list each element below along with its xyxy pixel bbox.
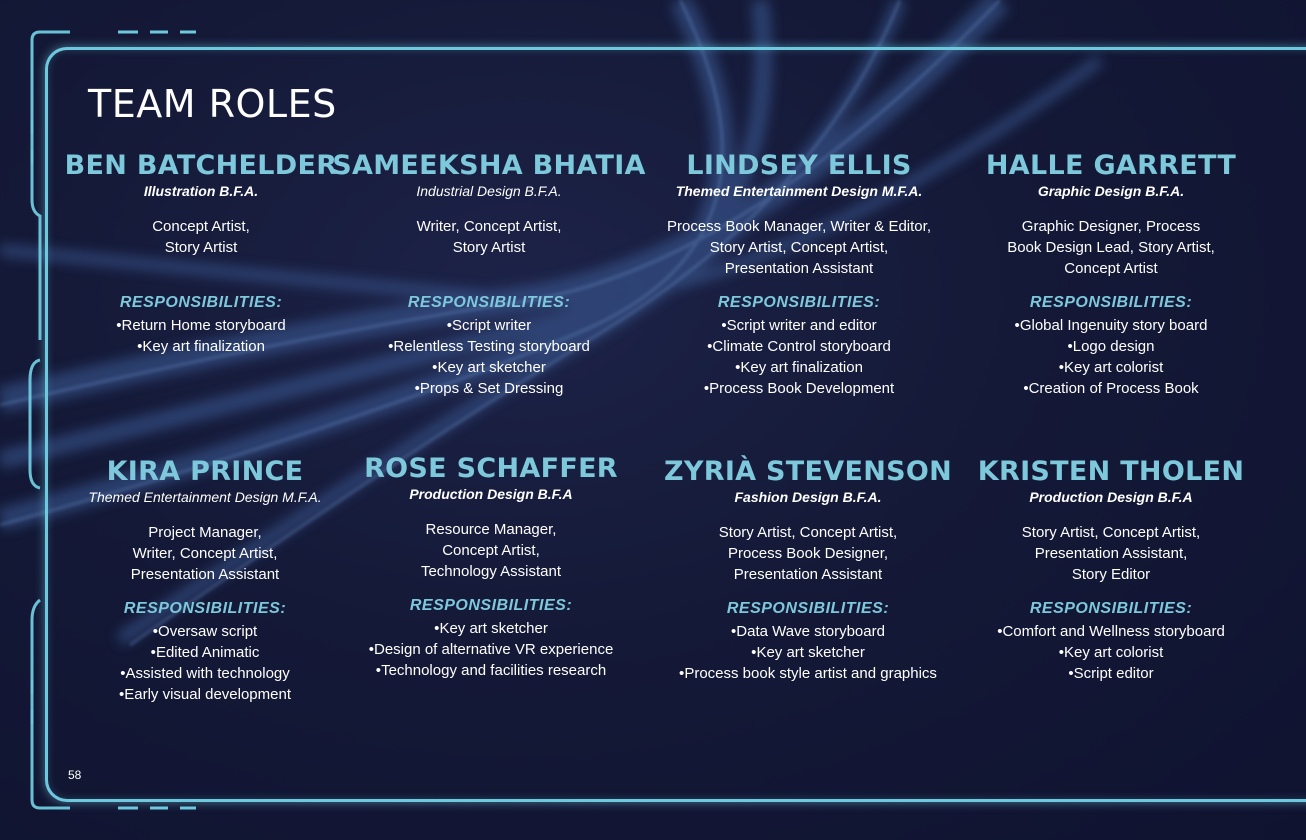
responsibilities-heading: RESPONSIBILITIES: [123, 600, 287, 617]
responsibility-item: • Climate Control storyboard [639, 336, 959, 357]
role-line: Presentation Assistant [733, 566, 883, 583]
responsibility-item: • Relentless Testing storyboard [329, 336, 649, 357]
member-name: LINDSEY ELLIS [686, 150, 912, 181]
responsibilities-heading: RESPONSIBILITIES: [717, 294, 881, 311]
role-line: Story Editor [1071, 566, 1151, 583]
responsibilities-list [648, 621, 968, 684]
member-degree: Fashion Design B.F.A. [734, 489, 882, 505]
member-roles [45, 522, 365, 585]
responsibility-item: • Early visual development [45, 684, 365, 705]
role-line: Concept Artist, [442, 542, 540, 559]
member-card-lindsey-ellis [639, 151, 959, 399]
member-card-zyria-stevenson [648, 457, 968, 684]
role-line: Writer, Concept Artist, [416, 218, 562, 235]
role-line: Project Manager, [148, 524, 262, 541]
responsibility-item: • Technology and facilities research [331, 660, 651, 681]
responsibility-item: • Key art colorist [951, 642, 1271, 663]
role-line: Story Artist, Concept Artist, [709, 239, 889, 256]
responsibility-item: • Key art colorist [951, 357, 1271, 378]
role-line-spacer [329, 258, 649, 279]
member-name: HALLE GARRETT [985, 150, 1237, 181]
member-name: BEN BATCHELDER [64, 150, 338, 181]
member-card-rose-schaffer [331, 454, 651, 681]
role-line: Presentation Assistant [130, 566, 280, 583]
role-line: Story Artist, Concept Artist, [1021, 524, 1201, 541]
responsibility-item: • Script writer and editor [639, 315, 959, 336]
responsibilities-list [951, 621, 1271, 684]
responsibilities-list [329, 315, 649, 399]
member-degree: Themed Entertainment Design M.F.A. [675, 183, 923, 199]
responsibility-item: • Assisted with technology [45, 663, 365, 684]
member-roles [41, 216, 361, 279]
responsibility-item: • Return Home storyboard [41, 315, 361, 336]
member-card-kira-prince [45, 457, 365, 705]
member-card-sameeksha-bhatia [329, 151, 649, 399]
responsibilities-heading: RESPONSIBILITIES: [409, 597, 573, 614]
member-name: KIRA PRINCE [106, 456, 304, 487]
responsibility-item: • Key art sketcher [331, 618, 651, 639]
page-title: TEAM ROLES [88, 82, 337, 126]
member-degree: Production Design B.F.A [409, 486, 573, 502]
role-line: Book Design Lead, Story Artist, [1007, 239, 1215, 256]
role-line: Process Book Designer, [727, 545, 889, 562]
responsibility-item: • Script writer [329, 315, 649, 336]
responsibilities-list [951, 315, 1271, 399]
member-roles [639, 216, 959, 279]
member-degree: Illustration B.F.A. [143, 183, 259, 199]
member-roles [951, 216, 1271, 279]
responsibility-item: • Oversaw script [45, 621, 365, 642]
member-roles [951, 522, 1271, 585]
member-roles [329, 216, 649, 279]
role-line-spacer [41, 258, 361, 279]
responsibilities-list [41, 315, 361, 357]
responsibility-item: • Logo design [951, 336, 1271, 357]
responsibility-item: • Process Book Development [639, 378, 959, 399]
role-line: Story Artist [164, 239, 238, 256]
responsibility-item: • Creation of Process Book [951, 378, 1271, 399]
responsibility-item: • Key art sketcher [648, 642, 968, 663]
responsibility-item: • Key art finalization [41, 336, 361, 357]
responsibility-item: • Props & Set Dressing [329, 378, 649, 399]
responsibilities-list [331, 618, 651, 681]
role-line: Story Artist [452, 239, 526, 256]
member-card-ben-batchelder [41, 151, 361, 357]
member-name: ZYRIÀ STEVENSON [664, 456, 952, 487]
role-line: Presentation Assistant [724, 260, 874, 277]
member-name: SAMEEKSHA BHATIA [332, 150, 646, 181]
member-card-kristen-tholen [951, 457, 1271, 684]
responsibility-item: • Script editor [951, 663, 1271, 684]
member-card-halle-garrett [951, 151, 1271, 399]
member-roles [648, 522, 968, 585]
responsibilities-heading: RESPONSIBILITIES: [726, 600, 890, 617]
responsibility-item: • Key art sketcher [329, 357, 649, 378]
role-line: Graphic Designer, Process [1021, 218, 1201, 235]
role-line: Concept Artist, [152, 218, 250, 235]
responsibilities-heading: RESPONSIBILITIES: [407, 294, 571, 311]
responsibility-item: • Key art finalization [639, 357, 959, 378]
member-degree: Themed Entertainment Design M.F.A. [88, 489, 322, 505]
responsibilities-list [45, 621, 365, 705]
responsibility-item: • Edited Animatic [45, 642, 365, 663]
role-line: Resource Manager, [425, 521, 557, 538]
responsibilities-heading: RESPONSIBILITIES: [119, 294, 283, 311]
member-degree: Graphic Design B.F.A. [1037, 183, 1185, 199]
responsibility-item: • Global Ingenuity story board [951, 315, 1271, 336]
role-line: Presentation Assistant, [1034, 545, 1188, 562]
role-line: Concept Artist [1064, 260, 1158, 277]
member-name: KRISTEN THOLEN [977, 456, 1245, 487]
member-degree: Industrial Design B.F.A. [416, 183, 562, 199]
role-line: Process Book Manager, Writer & Editor, [666, 218, 931, 235]
responsibility-item: • Process book style artist and graphics [648, 663, 968, 684]
responsibilities-heading: RESPONSIBILITIES: [1029, 600, 1193, 617]
member-degree: Production Design B.F.A [1029, 489, 1193, 505]
member-roles [331, 519, 651, 582]
role-line: Story Artist, Concept Artist, [718, 524, 898, 541]
responsibility-item: • Data Wave storyboard [648, 621, 968, 642]
responsibilities-list [639, 315, 959, 399]
role-line: Writer, Concept Artist, [132, 545, 278, 562]
responsibility-item: • Design of alternative VR experience [331, 639, 651, 660]
responsibility-item: • Comfort and Wellness storyboard [951, 621, 1271, 642]
member-name: ROSE SCHAFFER [364, 453, 618, 484]
responsibilities-heading: RESPONSIBILITIES: [1029, 294, 1193, 311]
role-line: Technology Assistant [420, 563, 562, 580]
page-number: 58 [68, 768, 82, 782]
